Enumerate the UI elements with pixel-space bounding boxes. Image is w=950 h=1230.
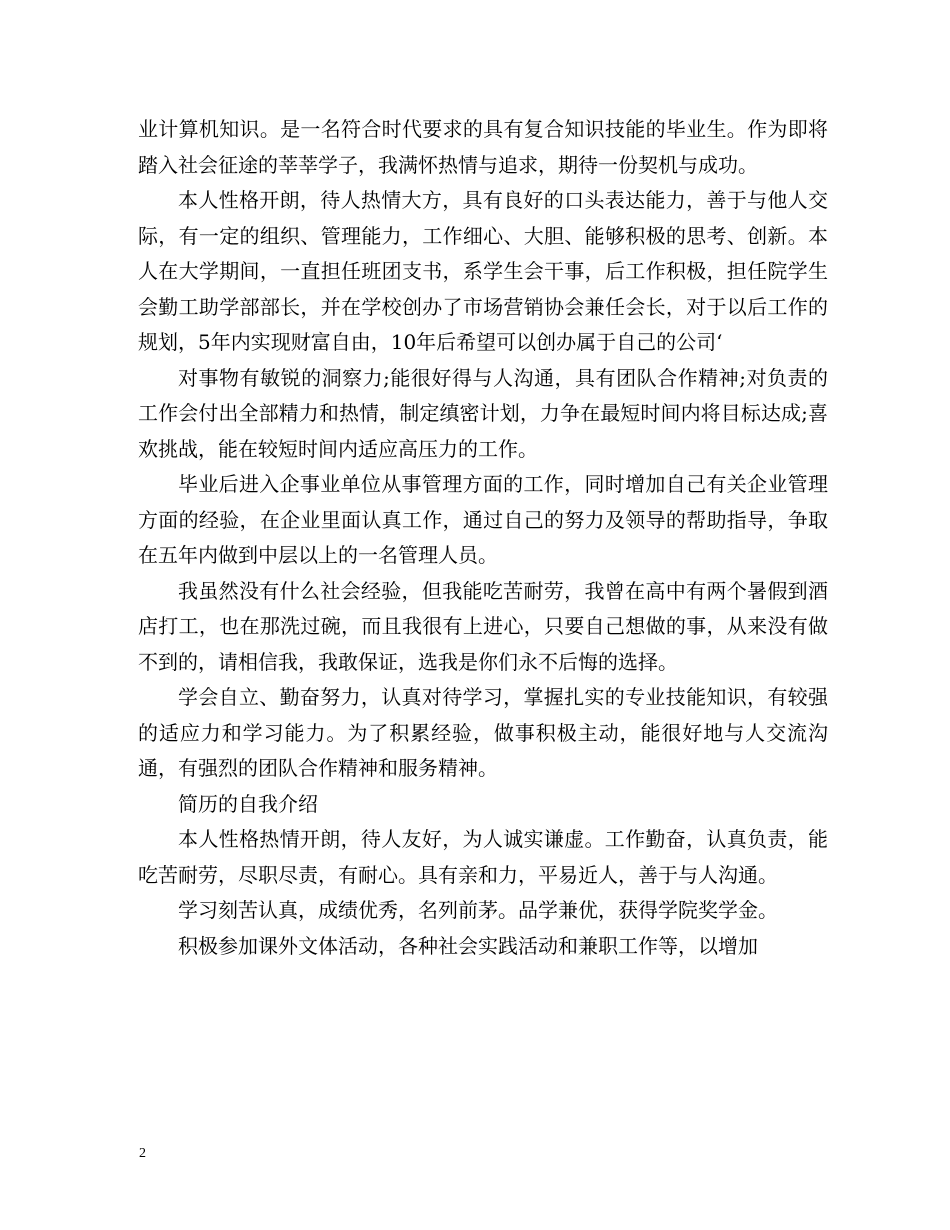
paragraph-9: 积极参加课外文体活动，各种社会实践活动和兼职工作等，以增加: [178, 933, 758, 958]
paragraph-2: 本人性格开朗，待人热情大方，具有良好的口头表达能力，善于与他人交际，有一定的组织、管理能力，工作细心、大胆、能够积极的思考、创新。本人在大学期间，一直担任班团支书，系学生会干事，后工作积极，担任院学生会勤工助学部部长，并在学校创办了市场营销协会兼任会长，对于以后工作的规划，5年内实现财富自由，10年后希望可以创办属于自己的公司‘: [138, 188, 828, 354]
paragraph-1: 业计算机知识。是一名符合时代要求的具有复合知识技能的毕业生。作为即将踏入社会征途的莘莘学子，我满怀热情与追求，期待一份契机与成功。: [138, 117, 828, 177]
page-number: 2: [139, 1146, 146, 1161]
paragraph-4: 毕业后进入企事业单位从事管理方面的工作，同时增加自己有关企业管理方面的经验，在企业里面认真工作，通过自己的努力及领导的帮助指导，争取在五年内做到中层以上的一名管理人员。: [138, 472, 828, 567]
paragraph-7: 本人性格热情开朗，待人友好，为人诚实谦虚。工作勤奋，认真负责，能吃苦耐劳，尽职尽责，有耐心。具有亲和力，平易近人，善于与人沟通。: [138, 827, 828, 887]
paragraph-8: 学习刻苦认真，成绩优秀，名列前茅。品学兼优，获得学院奖学金。: [178, 898, 778, 922]
body-text: [138, 112, 828, 964]
paragraph-5: 我虽然没有什么社会经验，但我能吃苦耐劳，我曾在高中有两个暑假到酒店打工，也在那洗过碗，而且我很有上进心，只要自己想做的事，从来没有做不到的，请相信我，我敢保证，选我是你们永不后悔的选择。: [138, 578, 828, 674]
paragraph-3: 对事物有敏锐的洞察力;能很好得与人沟通，具有团队合作精神;对负责的工作会付出全部精力和热情，制定缜密计划，力争在最短时间内将目标达成;喜欢挑战，能在较短时间内适应高压力的工作。: [138, 365, 828, 461]
section-heading: 简历的自我介绍: [178, 791, 318, 816]
paragraph-6: 学会自立、勤奋努力，认真对待学习，掌握扎实的专业技能知识，有较强的适应力和学习能力。为了积累经验，做事积极主动，能很好地与人交流沟通，有强烈的团队合作精神和服务精神。: [138, 685, 828, 780]
